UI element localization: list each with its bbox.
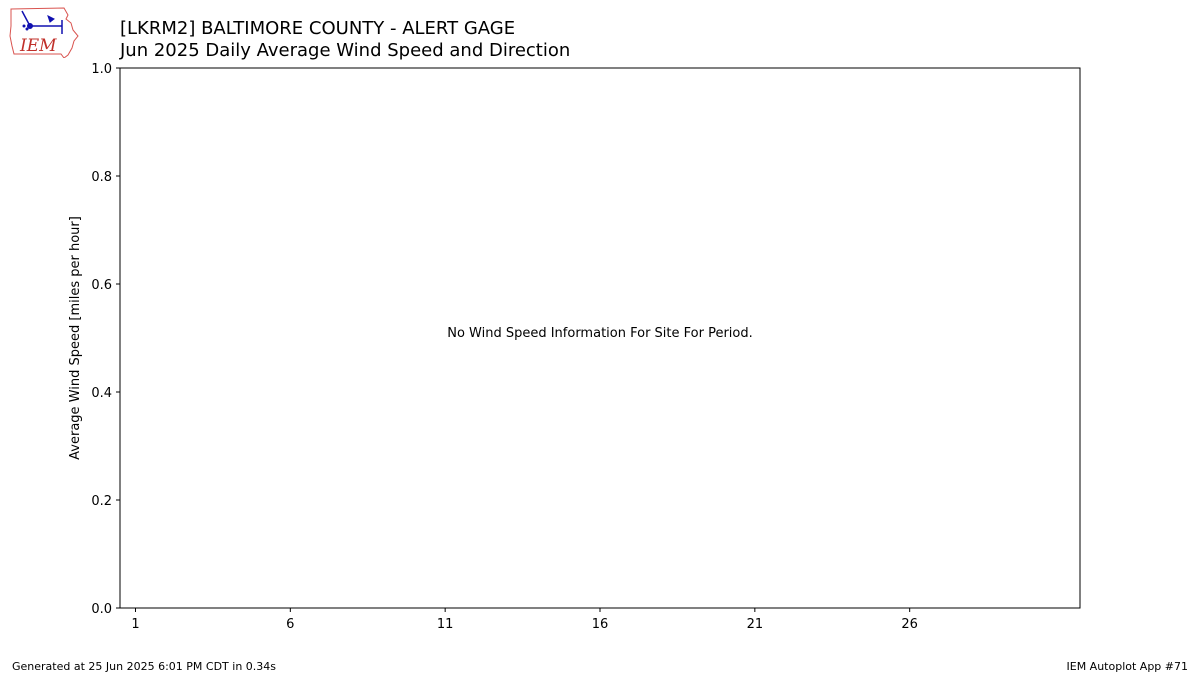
y-axis-label: Average Wind Speed [miles per hour] bbox=[68, 216, 83, 460]
y-tick-label: 0.8 bbox=[91, 170, 112, 185]
x-tick-label: 6 bbox=[286, 617, 295, 632]
y-tick-label: 1.0 bbox=[91, 62, 112, 77]
x-tick-label: 11 bbox=[436, 617, 454, 632]
x-tick-label: 21 bbox=[746, 617, 764, 632]
x-tick-label: 1 bbox=[131, 617, 140, 632]
x-axis bbox=[131, 608, 918, 632]
y-axis bbox=[91, 62, 120, 617]
y-tick-label: 0.0 bbox=[91, 602, 112, 617]
x-tick-label: 26 bbox=[901, 617, 918, 632]
chart-subtitle: Jun 2025 Daily Average Wind Speed and Direction bbox=[120, 40, 571, 61]
x-tick-label: 16 bbox=[591, 617, 609, 632]
logo-text: IEM bbox=[20, 36, 57, 56]
generated-timestamp: Generated at 25 Jun 2025 6:01 PM CDT in 0.34s bbox=[12, 660, 277, 673]
no-data-annotation: No Wind Speed Information For Site For Period. bbox=[447, 326, 753, 341]
autoplot-app-label: IEM Autoplot App #71 bbox=[1066, 660, 1188, 673]
y-tick-label: 0.4 bbox=[91, 386, 112, 401]
chart-title: [LKRM2] BALTIMORE COUNTY - ALERT GAGE bbox=[120, 18, 516, 39]
y-tick-label: 0.6 bbox=[91, 278, 112, 293]
y-tick-label: 0.2 bbox=[91, 494, 112, 509]
